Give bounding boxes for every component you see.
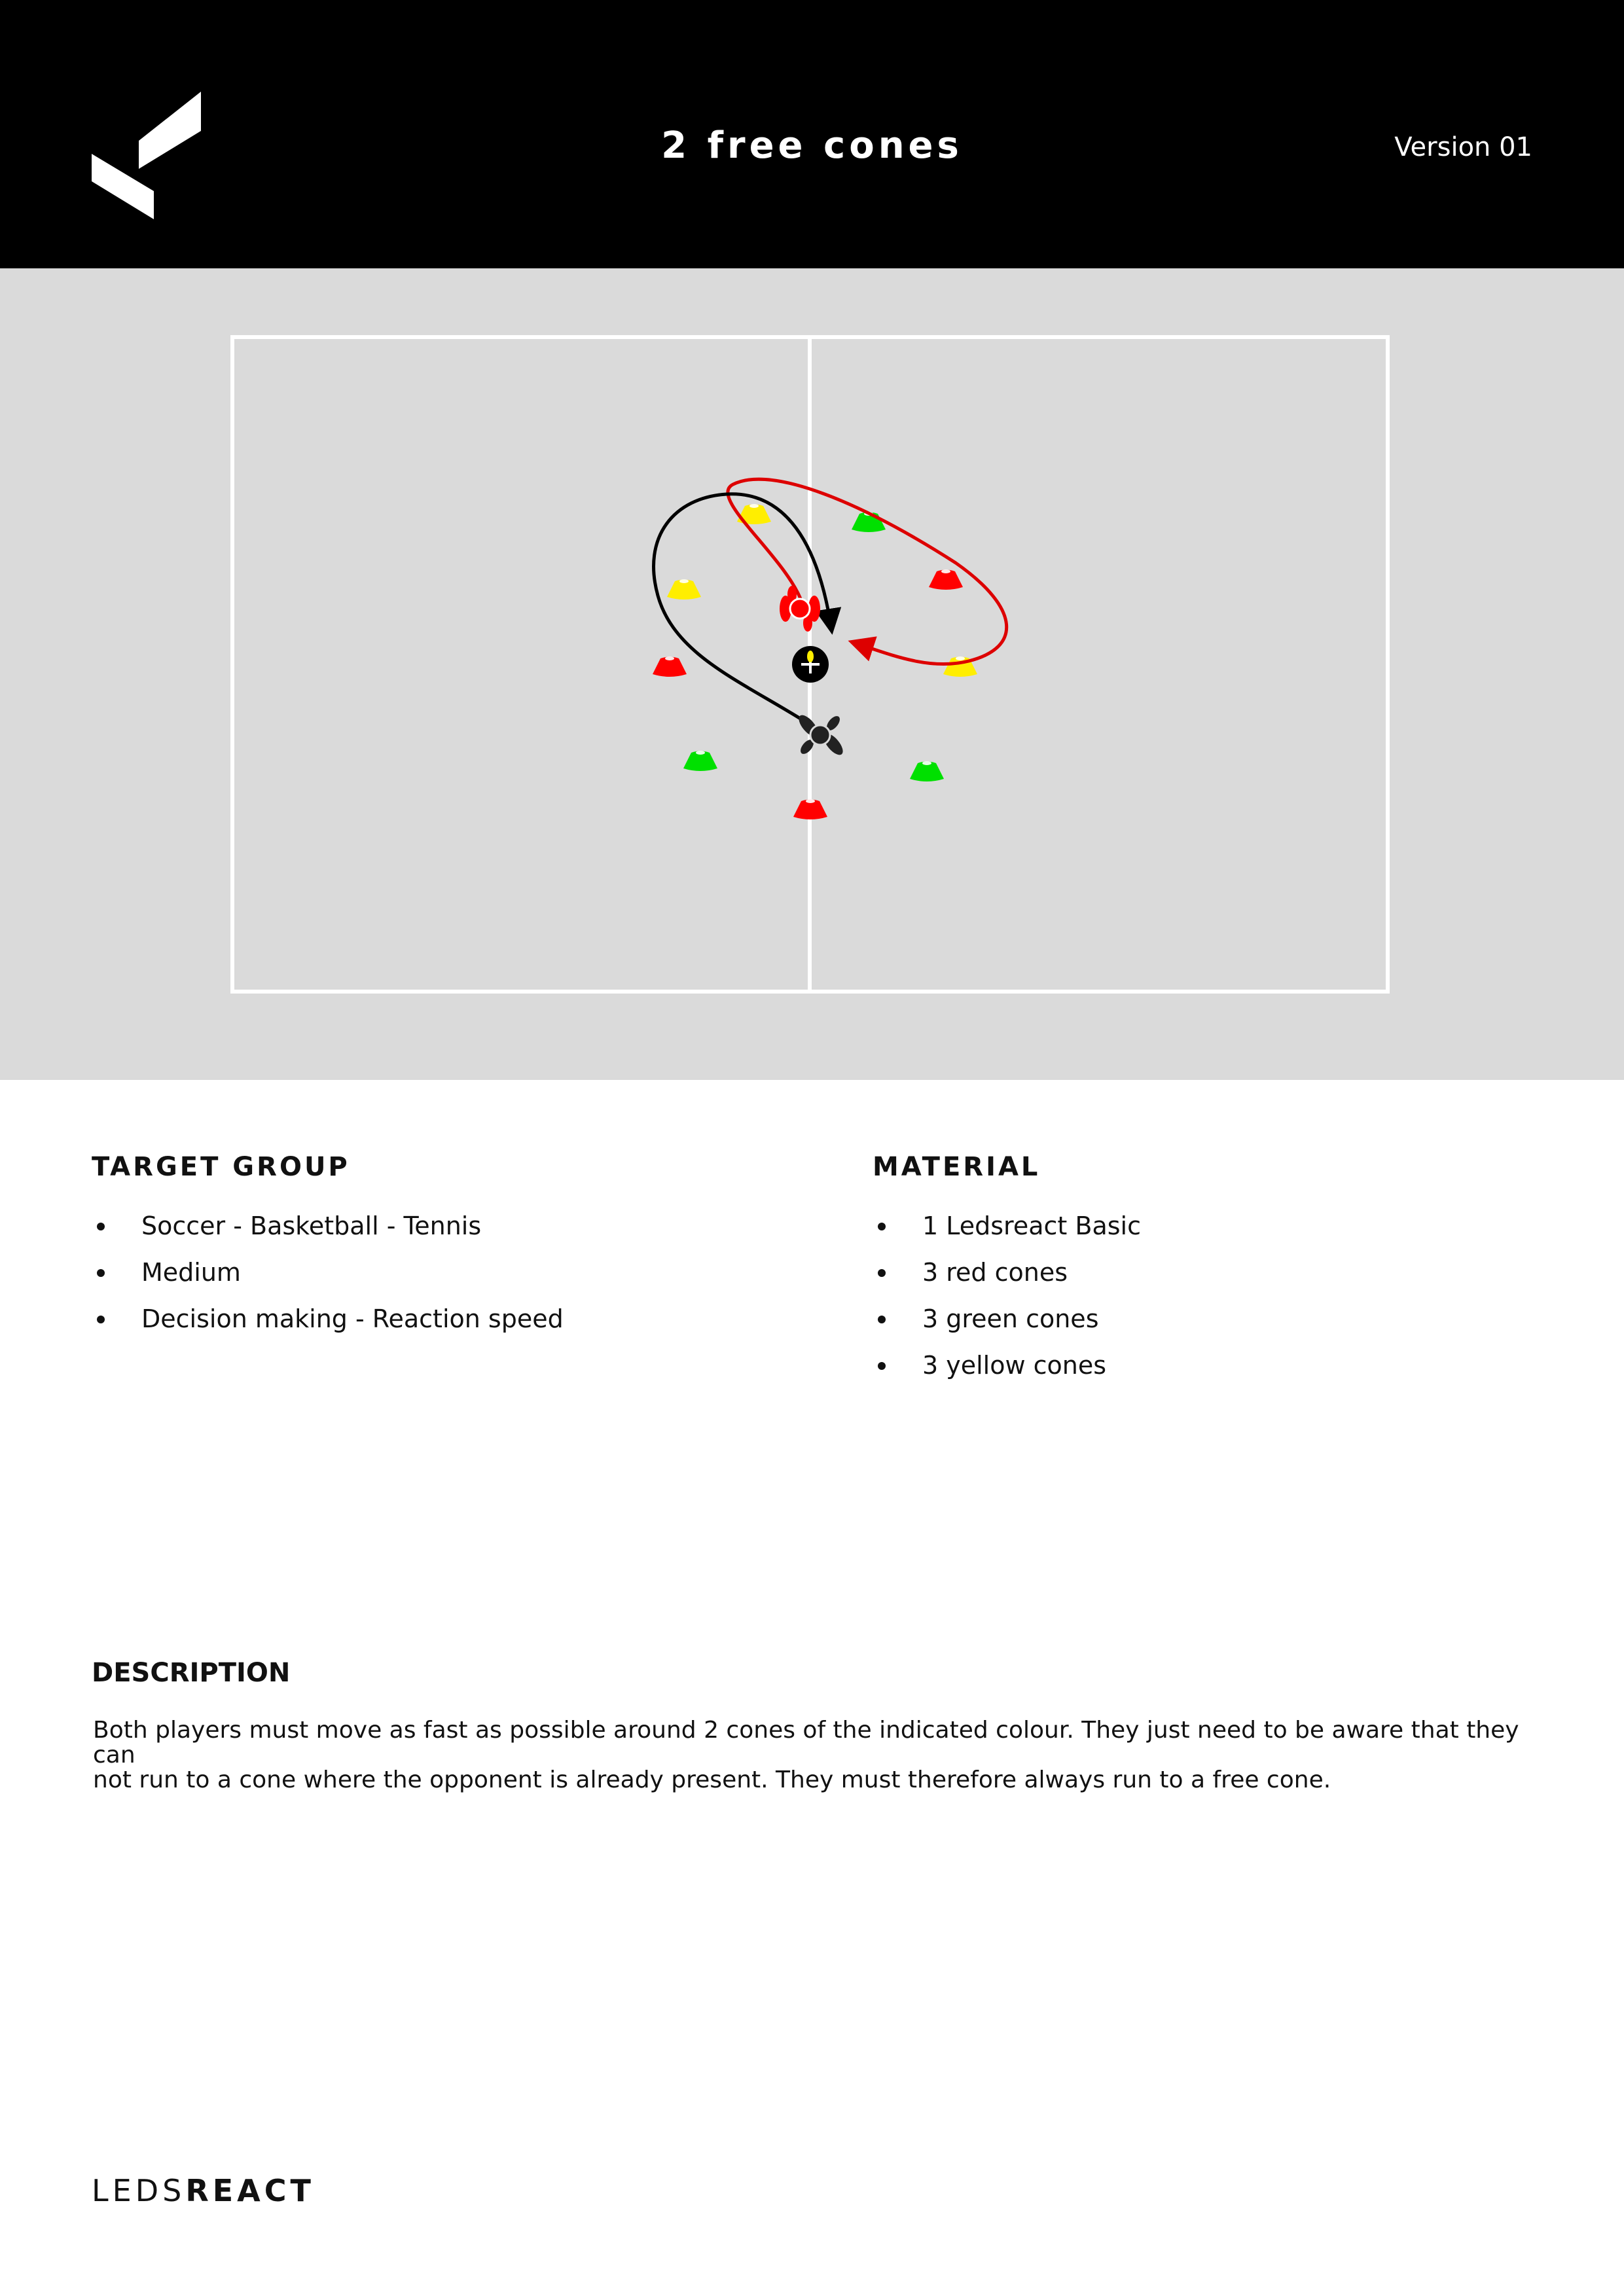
list-item: Medium xyxy=(92,1257,564,1304)
green-cone xyxy=(683,751,717,771)
target-group-list xyxy=(92,1211,564,1350)
description-text xyxy=(93,1718,1533,1793)
red-player-icon xyxy=(780,586,820,632)
list-item: Decision making - Reaction speed xyxy=(92,1304,564,1350)
list-item: 3 yellow cones xyxy=(873,1350,1141,1397)
description-line: Both players must move as fast as possible around 2 cones of the indicated colour. They just need to be aware that they can xyxy=(93,1717,1519,1768)
list-item: 3 green cones xyxy=(873,1304,1141,1350)
brand-light-text: LEDS xyxy=(92,2173,186,2208)
footer-brand-logo xyxy=(92,2173,315,2208)
material-list xyxy=(873,1211,1141,1397)
red-player-path xyxy=(728,479,1007,664)
brand-bold-text: REACT xyxy=(185,2173,315,2208)
red-cone xyxy=(929,569,963,590)
target-group-title: TARGET GROUP xyxy=(92,1152,350,1182)
drill-diagram xyxy=(0,268,1624,1080)
red-cone xyxy=(793,799,827,819)
red-cone xyxy=(653,656,687,677)
black-player-icon xyxy=(795,712,846,758)
list-item: 3 red cones xyxy=(873,1257,1141,1304)
description-title: DESCRIPTION xyxy=(92,1658,291,1688)
green-cone xyxy=(910,761,944,781)
material-title: MATERIAL xyxy=(873,1152,1041,1182)
list-item: Soccer - Basketball - Tennis xyxy=(92,1211,564,1257)
list-item: 1 Ledsreact Basic xyxy=(873,1211,1141,1257)
ledsreact-device-icon xyxy=(792,646,829,683)
version-label: Version 01 xyxy=(1394,132,1532,162)
page-title: 2 free cones xyxy=(661,124,963,167)
header xyxy=(0,0,1624,268)
description-line: not run to a cone where the opponent is already present. They must therefore always run to a free cone. xyxy=(93,1767,1331,1793)
field-diagram xyxy=(0,268,1624,1080)
yellow-cone xyxy=(667,579,701,600)
